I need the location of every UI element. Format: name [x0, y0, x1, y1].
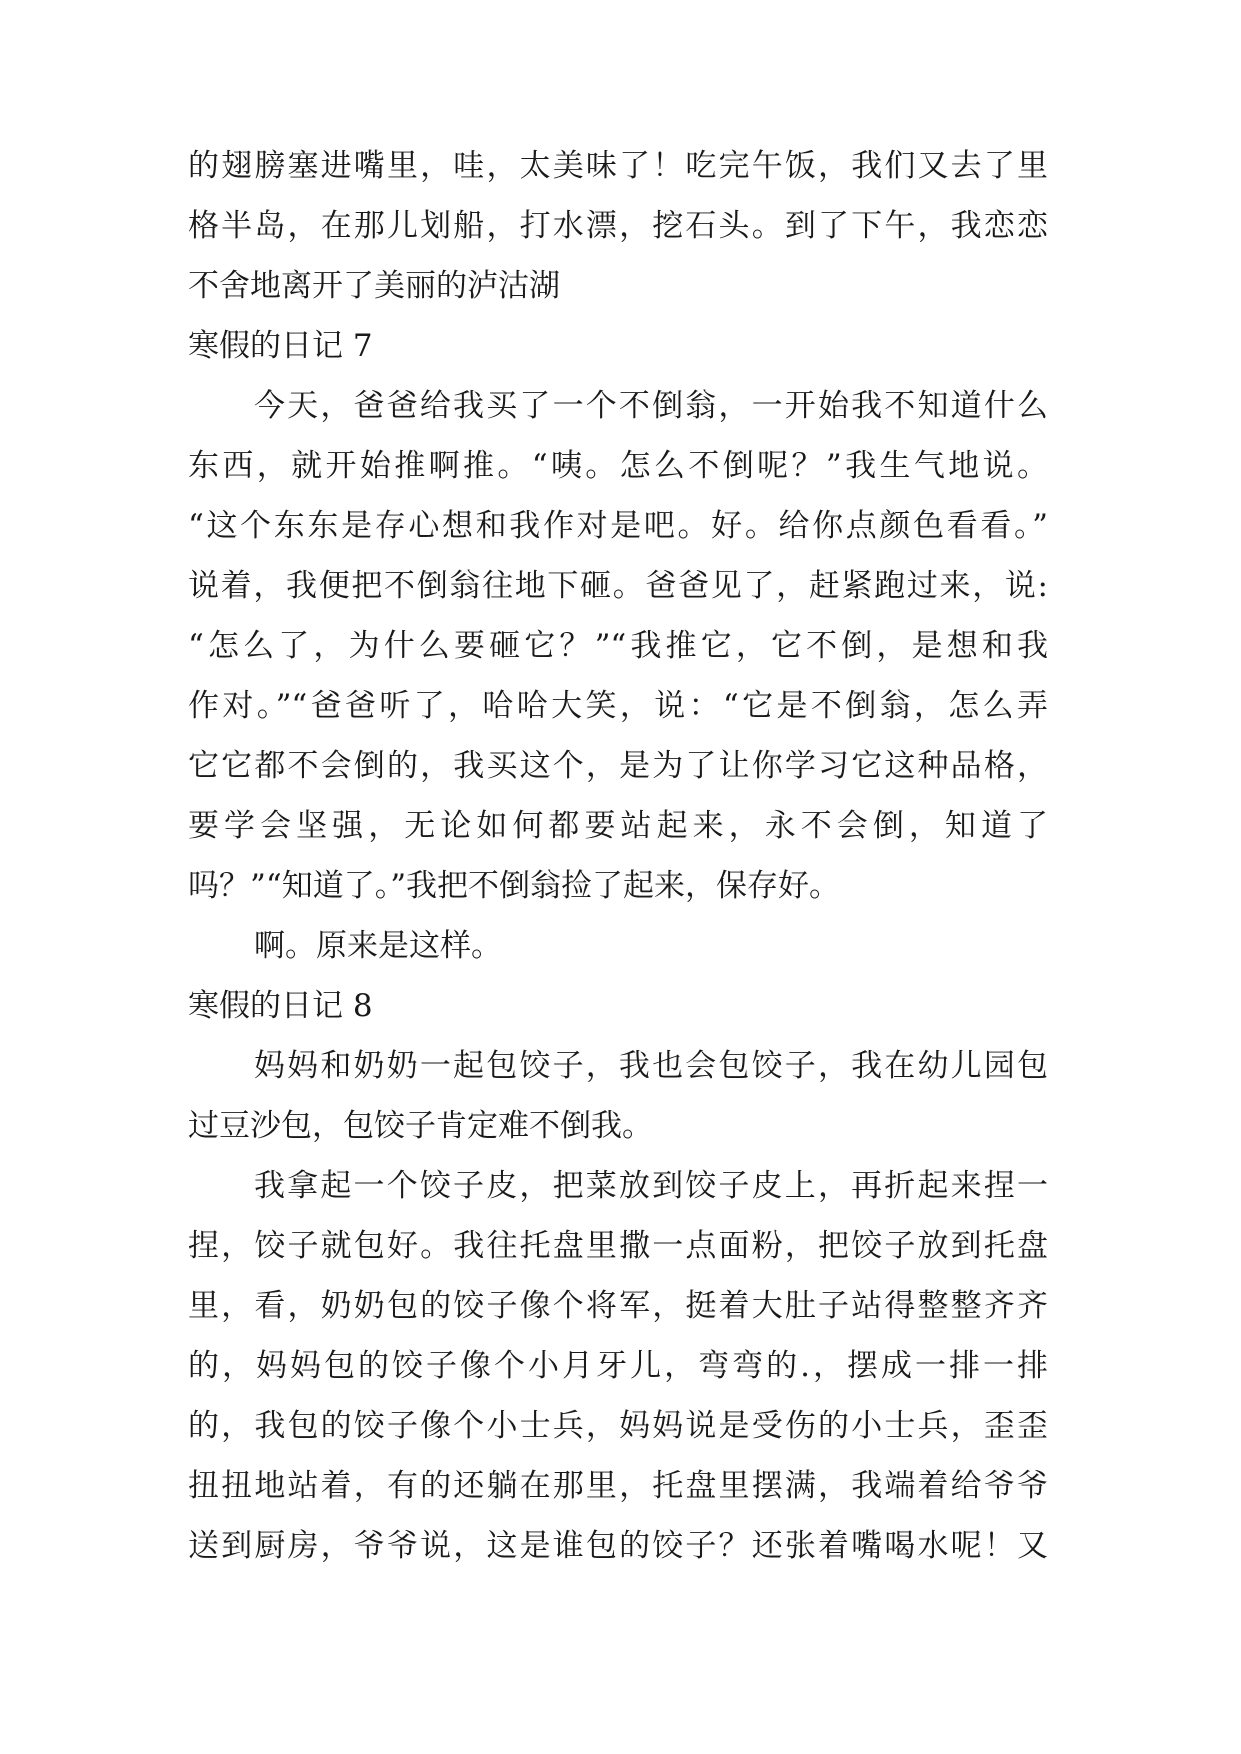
paragraph-line: 说着，我便把不倒翁往地下砸。爸爸见了，赶紧跑过来，说: — [188, 568, 1048, 604]
paragraph-line: 它它都不会倒的，我买这个，是为了让你学习它这种品格， — [188, 748, 1048, 784]
paragraph-line: 我拿起一个饺子皮，把菜放到饺子皮上，再折起来捏一 — [254, 1168, 1048, 1204]
paragraph-line: “这个东东是存心想和我作对是吧。好。给你点颜色看看。” — [188, 508, 1048, 544]
section-heading: 寒假的日记 8 — [188, 988, 373, 1024]
paragraph-line: 要学会坚强，无论如何都要站起来，永不会倒，知道了 — [188, 808, 1048, 844]
paragraph-line: “怎么了，为什么要砸它？”“我推它，它不倒，是想和我 — [188, 628, 1048, 664]
paragraph-line: 送到厨房，爷爷说，这是谁包的饺子？还张着嘴喝水呢！又 — [188, 1528, 1048, 1564]
paragraph-line: 格半岛，在那儿划船，打水漂，挖石头。到了下午，我恋恋 — [188, 208, 1048, 244]
paragraph-line: 的翅膀塞进嘴里，哇，太美味了！吃完午饭，我们又去了里 — [188, 148, 1048, 184]
paragraph-line: 吗？”“知道了。”我把不倒翁捡了起来，保存好。 — [188, 868, 841, 904]
paragraph-line: 扭扭地站着，有的还躺在那里，托盘里摆满，我端着给爷爷 — [188, 1468, 1048, 1504]
paragraph-line: 啊。原来是这样。 — [254, 928, 502, 964]
paragraph-line: 捏，饺子就包好。我往托盘里撒一点面粉，把饺子放到托盘 — [188, 1228, 1048, 1264]
paragraph-line: 的，我包的饺子像个小士兵，妈妈说是受伤的小士兵，歪歪 — [188, 1408, 1048, 1444]
section-heading: 寒假的日记 7 — [188, 328, 373, 364]
paragraph-line: 妈妈和奶奶一起包饺子，我也会包饺子，我在幼儿园包 — [254, 1048, 1048, 1084]
paragraph-line: 里，看，奶奶包的饺子像个将军，挺着大肚子站得整整齐齐 — [188, 1288, 1048, 1324]
paragraph-line: 作对。”“爸爸听了，哈哈大笑，说：“它是不倒翁，怎么弄 — [188, 688, 1048, 724]
paragraph-line: 过豆沙包，包饺子肯定难不倒我。 — [188, 1108, 653, 1144]
paragraph-line: 的，妈妈包的饺子像个小月牙儿，弯弯的.，摆成一排一排 — [188, 1348, 1048, 1384]
paragraph-line: 今天，爸爸给我买了一个不倒翁，一开始我不知道什么 — [254, 388, 1048, 424]
paragraph-line: 东西，就开始推啊推。“咦。怎么不倒呢？”我生气地说。 — [188, 448, 1048, 484]
paragraph-line: 不舍地离开了美丽的泸沽湖 — [188, 268, 560, 304]
